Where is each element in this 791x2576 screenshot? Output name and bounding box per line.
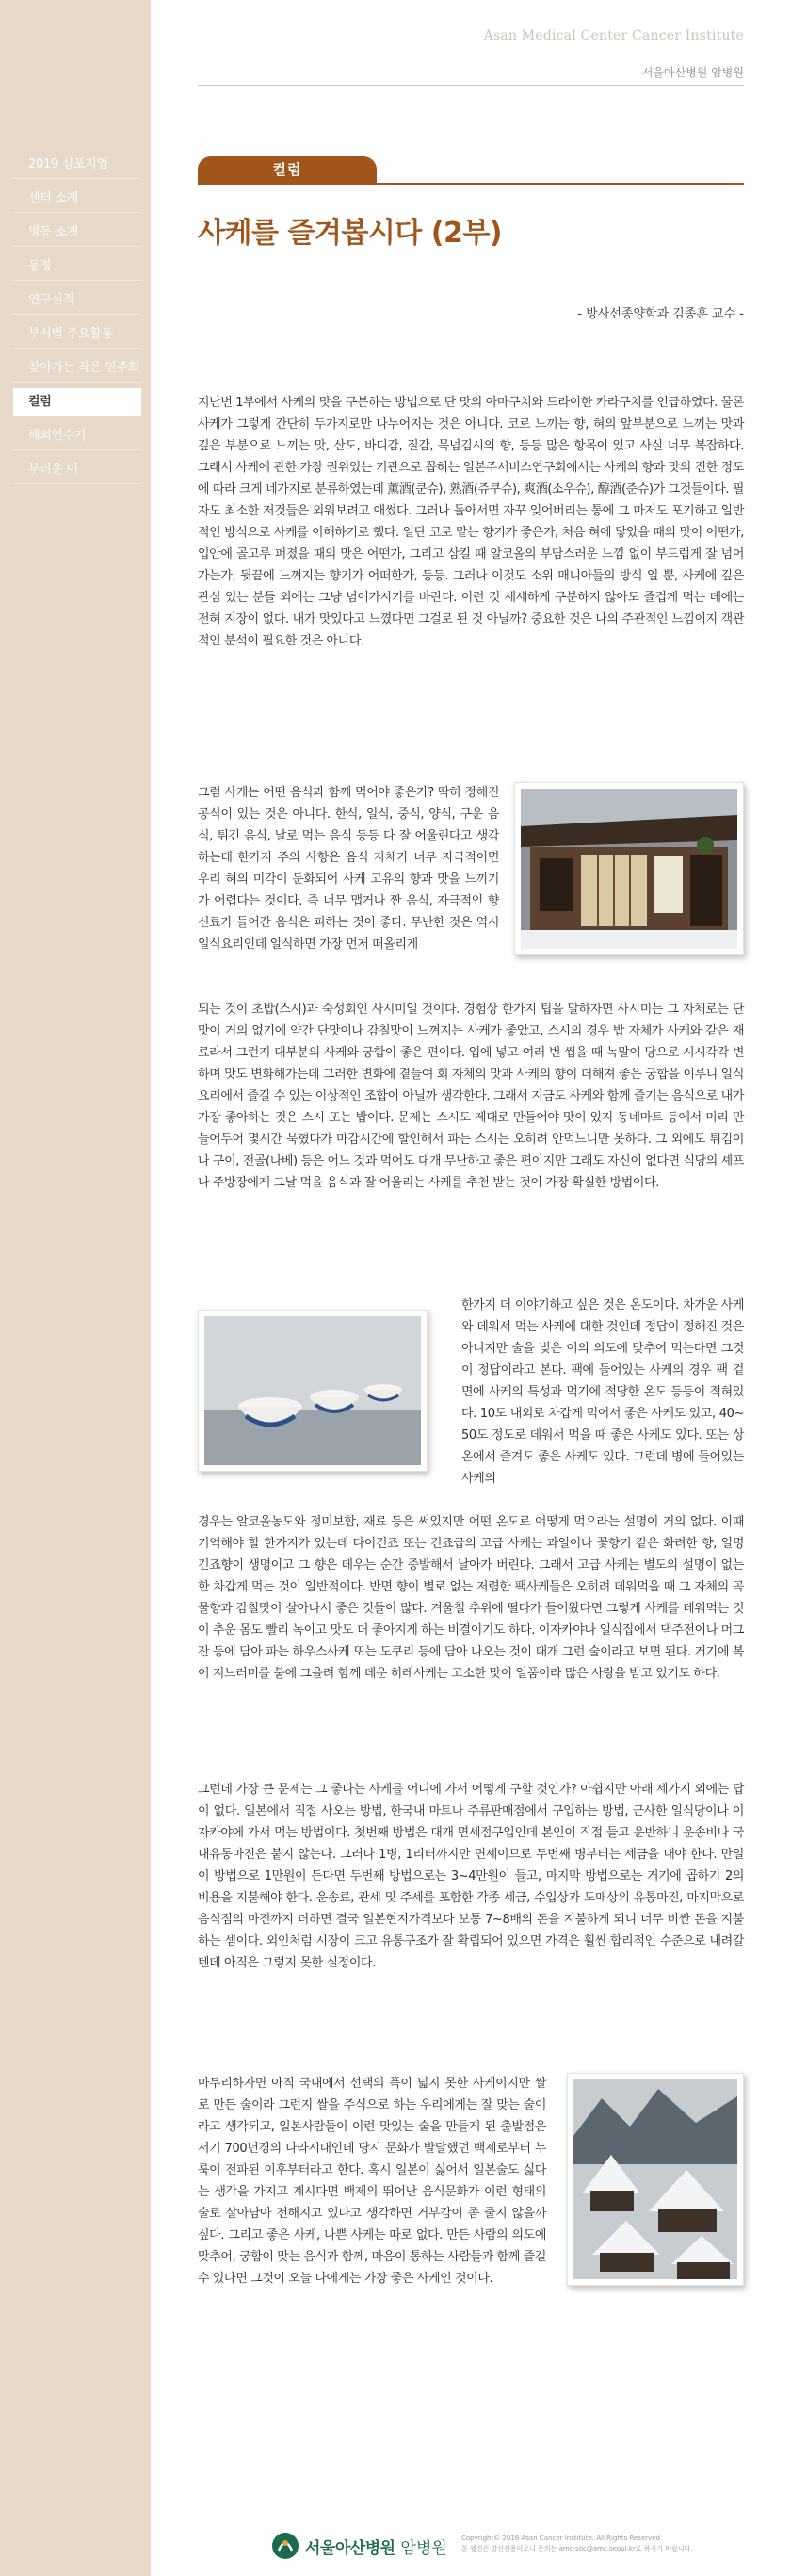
article-title: 사케를 즐겨봅시다 (2부) bbox=[198, 217, 503, 250]
footer-copyright bbox=[461, 2534, 744, 2554]
article-author: - 방사선종양학과 김종훈 교수 - bbox=[577, 307, 744, 321]
paragraph-3-wrap-text: 한가지 더 이야기하고 싶은 것은 온도이다. 차가운 사케와 데워서 먹는 사케에 대한 것인데 정답이 정해진 것은 아니지만 술을 빚은 이의 의도에 맞추어 먹는다면 그것이 정답이라고 본다. 팩에 들어있는 사케의 경우 팩 겉면에 사케의 특성과 먹기에 적당한 온도 등등이 적혀있다. 10도 내외로 차갑게 먹어서 좋은 사케도 있고, 40~50도 정도로 데워서 먹을 때 좋은 사케도 있다. 또는 상온에서 즐겨도 좋은 사케도 있다. 그런데 병에 들어있는 사케의 bbox=[461, 1298, 744, 1486]
footer-logo-name: 서울아산병원 bbox=[305, 2538, 396, 2558]
paragraph-4-text: 그런데 가장 큰 문제는 그 좋다는 사케를 어디에 가서 어떻게 구할 것인가? 아쉽지만 아래 세가지 외에는 답이 없다. 일본에서 직접 사오는 방법, 한국내 마트나 주류판매점에서 구입하는 방법, 근사한 일식당이나 이자카야에 가서 먹는 방법이다. 첫번째 방법은 대개 면세점구입인데 본인이 직접 들고 운반하니 운송비나 국내유통마진은 붙지 않는다. 그러나 1병, 1리터까지만 면세이므로 두번째 병부터는 세금을 내야 한다. 만일 이 방법으로 1만원이 든다면 두번째 방법으로는 3~4만원이 들고, 마지막 방법으로는 거기에 곱하기 2의 비용을 지불해야 한다. 운송료, 관세 및 주세를 포함한 각종 세금, 수입상과 도매상의 유통마진, 마지막으로 음식점의 마진까지 더하면 결국 일본현지가격보다 보통 7~8배의 돈을 지불하게 되니 너무 비싼 돈을 지불하는 셈이다. 외인처럼 시장이 크고 유통구조가 잘 확립되어 있으면 가격은 훨씬 합리적인 수준으로 내려갈텐데 아직은 그렇지 못한 실정이다. bbox=[198, 1783, 744, 1970]
copyright-text: Copyright© 2016 Asan Cancer Institute. All Rights Reserved. bbox=[461, 2535, 663, 2542]
notice-text: 본 웹진은 발신전용이오니 문의는 amc-soc@amc.seoul.kr로 하시기 바랍니다. bbox=[461, 2545, 693, 2552]
paragraph-1-text: 지난번 1부에서 사케의 맛을 구분하는 방법으로 단 맛의 아마구치와 드라이한 카라구치를 언급하였다. 물론 사케가 그렇게 간단히 두가지로만 나누어지는 것은 아니다. 코로 느끼는 향, 혀의 앞부분으로 느끼는 맛과 깊은 부분으로 느끼는 맛, 산도, 바디감, 질감, 목넘김시의 향, 등등 많은 항목이 있고 사실 너무 복잡하다. 그래서 사케에 관한 가장 권위있는 기관으로 꼽히는 일본주서비스연구회에서는 사케의 향과 맛의 진한 정도에 따라 크게 네가지로 분류하였는데 薰酒(쿤슈), 熟酒(쥬쿠슈), 爽酒(소우슈), 醇酒(준슈)가 그것들이다. 필자도 최소한 저것들은 외워보려고 애썼다. 그러나 돌아서면 자꾸 잊어버리는 통에 그 마저도 포기하고 일반적인 방식으로 사케를 이해하기로 했다. 일단 코로 맡는 향기가 좋은가, 처음 혀에 닿았을 때의 맛이 어떤가, 입안에 골고루 퍼졌을 때의 맛은 어떤가, 그리고 삼킬 때 알코올의 부담스러운 느낌 없이 부드럽게 잘 넘어가는가, 뒷끝에 느껴지는 향기가 어떠한가, 등등. 그러나 이것도 소위 매니아들의 방식 일 뿐, 사케에 깊은 관심 있는 분들 외에는 그냥 넘어가시기를 바란다. 이런 것 세세하게 구분하지 않아도 즐겁게 먹는 데에는 전혀 지장이 없다. 내가 맛있다고 느꼈다면 그걸로 된 것 아닐까? 중요한 것은 나의 주관적인 느낌이지 객관적인 분석이 필요한 것은 아니다. bbox=[198, 396, 744, 648]
paragraph-5 bbox=[198, 2073, 546, 2290]
sidebar-item-center-intro[interactable]: 센터 소개 bbox=[13, 185, 141, 213]
paragraph-3-full bbox=[198, 1511, 744, 1685]
main-content bbox=[151, 0, 791, 2576]
paragraph-4 bbox=[198, 1779, 744, 1974]
sidebar-item-column[interactable]: 컬럼 bbox=[13, 388, 141, 416]
footer bbox=[151, 2520, 791, 2576]
category-header bbox=[198, 156, 744, 185]
sidebar-item-department-activities[interactable]: 부서별 주요활동 bbox=[13, 320, 141, 349]
paragraph-2-wrap bbox=[198, 782, 499, 955]
snowy-village-image bbox=[573, 2079, 737, 2279]
sidebar-item-research[interactable]: 연구실적 bbox=[13, 286, 141, 315]
paragraph-2-wrap-text: 그럼 사케는 어떤 음식과 함께 먹어야 좋은가? 딱히 정해진 공식이 있는 것은 아니다. 한식, 일식, 중식, 양식, 구운 음식, 튀긴 음식, 날로 먹는 음식 등등 다 잘 어울린다고 생각하는데 한가지 주의 사항은 음식 자체가 너무 자극적이면 우리 혀의 미각이 둔화되어 사케 고유의 향과 맛을 느끼기가 어렵다는 것이다. 즉 너무 맵거나 짠 음식, 자극적인 향신료가 들어간 음식은 피하는 것이 좋다. 무난한 것은 역시 일식요리인데 일식하면 가장 먼저 떠올리게 bbox=[198, 786, 499, 952]
paragraph-5-text: 마무리하자면 아직 국내에서 선택의 폭이 넓지 못한 사케이지만 쌀로 만든 술이라 그런지 쌀을 주식으로 하는 우리에게는 잘 맞는 술이라고 생각되고, 일본사람들이 이런 맛있는 술을 만들게 된 출발점은 서기 700년경의 나라시대인데 당시 문화가 발달했던 백제로부터 누룩이 전파된 이후부터라고 한다. 혹시 일본이 싫어서 일본술도 싫다는 생각을 가지고 계시다면 백제의 뛰어난 음식문화가 이런 형태의 술로 살아남아 전해지고 있다고 생각하면 거부감이 좀 줄지 않을까 싶다. 그리고 좋은 사케, 나쁜 사케는 따로 없다. 만든 사람의 의도에 맞추어, 궁합이 맞는 음식과 함께, 마음이 통하는 사람들과 함께 즐길 수 있다면 그것이 오늘 나에게는 가장 좋은 사케인 것이다. bbox=[198, 2077, 546, 2286]
header-divider bbox=[198, 85, 744, 86]
category-rule bbox=[198, 183, 744, 185]
sidebar-item-envy[interactable]: 부러운 이 bbox=[13, 456, 141, 484]
sidebar-item-news[interactable]: 동정 bbox=[13, 253, 141, 281]
sidebar-item-ward-intro[interactable]: 병동 소개 bbox=[13, 219, 141, 247]
footer-logo[interactable] bbox=[271, 2532, 447, 2560]
paragraph-2-full bbox=[198, 999, 744, 1194]
hospital-logo-icon bbox=[271, 2532, 299, 2560]
sidebar-menu bbox=[13, 151, 141, 490]
sidebar-item-concert[interactable]: 찾아가는 작은 연주회 bbox=[13, 354, 141, 383]
paragraph-3-wrap bbox=[461, 1295, 744, 1490]
brand-korean: 서울아산병원 암병원 bbox=[641, 66, 744, 79]
paragraph-2-full-text: 되는 것이 초밥(스시)과 숙성회인 사시미일 것이다. 경험상 한가지 팁을 말하자면 사시미는 그 자체로는 단맛이 거의 없기에 약간 단맛이나 감칠맛이 느껴지는 사케가 좋았고, 스시의 경우 밥 자체가 사케와 같은 재료라서 그런지 대부분의 사케와 궁합이 좋은 편이다. 입에 넣고 여러 번 씹을 때 녹말이 당으로 시시각각 변하며 맛도 변화해가는데 그러한 변화에 곁들여 회 자체의 맛과 사케의 향이 더해져 좋은 궁합을 이루니 일식요리에서 즐길 수 있는 이상적인 조합이 아닐까 생각한다. 그래서 지금도 사케와 함께 즐기는 음식으로 내가 가장 좋아하는 것은 스시 또는 밥이다. 문제는 스시도 제대로 만들어야 맛이 있지 동네마트 등에서 미리 만들어두어 몇시간 묵혔다가 마감시간에 할인해서 파는 스시는 오히려 안먹느니만 못하다. 그 외에도 튀김이나 구이, 전골(나베) 등은 어느 것과 먹어도 대개 무난하고 좋은 편이지만 그래도 자신이 없다면 식당의 셰프나 주방장에게 그날 먹을 음식과 잘 어울리는 사케를 추천 받는 것이 가장 확실한 방법이다. bbox=[198, 1003, 744, 1190]
footer-logo-sub: 암병원 bbox=[400, 2538, 447, 2558]
snowy-village-photo bbox=[567, 2073, 744, 2286]
category-tab: 컬럼 bbox=[198, 156, 377, 183]
brand-english: Asan Medical Center Cancer Institute bbox=[483, 28, 744, 43]
sake-shop-image bbox=[521, 789, 737, 949]
sake-cups-photo bbox=[198, 1310, 428, 1472]
sidebar bbox=[0, 0, 151, 2576]
paragraph-3-full-text: 경우는 알코올농도와 정미보합, 재료 등은 써있지만 어떤 온도로 어떻게 먹으라는 설명이 거의 없다. 이때 기억해야 할 한가지가 있는데 다이긴죠 또는 긴죠급의 고급 사케는 과일이나 꽃향기 같은 화려한 향, 일명 긴죠향이 생명이고 그 향은 데우는 순간 증발해서 날아가 버린다. 그래서 고급 사케는 별도의 설명이 없는 한 차갑게 먹는 것이 일반적이다. 반면 향이 별로 없는 저렴한 팩사케들은 오히려 데워먹을 때 그 자체의 곡물향과 감칠맛이 살아나서 좋은 것들이 많다. 겨울철 추위에 떨다가 들어왔다면 그렇게 사케를 데워먹는 것이 추운 몸도 빨리 녹이고 맛도 더 좋아지게 하는 비결이기도 하다. 이자카야나 일식집에서 댁주전이나 머그잔 등에 담아 파는 하우스사케 또는 도쿠리 등에 담아 나오는 것이 대개 그런 술이라고 보면 된다. 거기에 복어 지느러미를 불에 그을려 함께 데운 히레사케는 고소한 맛이 일품이라 많은 사랑을 받고 있기도 하다. bbox=[198, 1515, 744, 1681]
sidebar-item-symposium[interactable]: 2019 심포지엄 bbox=[13, 151, 141, 179]
paragraph-1 bbox=[198, 392, 744, 652]
sake-shop-photo bbox=[514, 782, 744, 955]
sake-cups-image bbox=[204, 1316, 421, 1465]
sidebar-item-overseas-training[interactable]: 해외연수기 bbox=[13, 422, 141, 450]
